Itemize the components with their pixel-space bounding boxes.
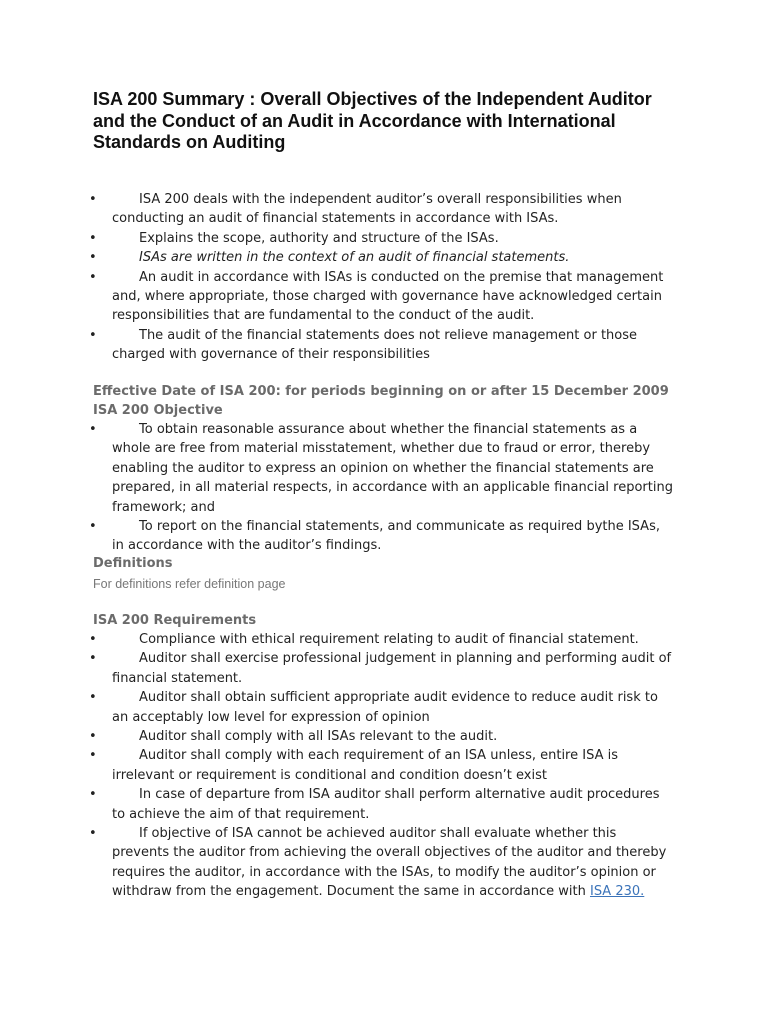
list-item-text: ISA 200 deals with the independent auditor’s overall responsibilities when conducting an audit of financial statements in accordance with ISAs. — [112, 192, 622, 227]
list-item — [0, 630, 674, 649]
list-item-text: Explains the scope, authority and structure of the ISAs. — [139, 230, 499, 246]
requirements-list — [0, 630, 674, 902]
list-item-text: If objective of ISA cannot be achieved auditor shall evaluate whether this prevents the auditor from achieving the overall objectives of the auditor and thereby requires the auditor, in accordance with the ISAs, to modify the auditor’s opinion or withdraw from the engagement. Document the same in accordance with — [112, 826, 667, 900]
list-item — [0, 649, 674, 688]
bullet: • — [89, 748, 97, 764]
bullet: • — [89, 192, 97, 207]
page-title: ISA 200 Summary : Overall Objectives of the Independent Auditor and the Conduct of an Audit in Accordance with International Standards on Auditing — [93, 89, 652, 153]
bullet: • — [89, 826, 97, 842]
list-item — [0, 746, 674, 785]
bullet: • — [89, 327, 97, 343]
list-item-text: Auditor shall comply with all ISAs relevant to the audit. — [139, 729, 498, 745]
list-item-text: In case of departure from ISA auditor shall perform alternative audit procedures to achieve the aim of that requirement. — [112, 787, 660, 822]
list-item-text: Auditor shall obtain sufficient appropriate audit evidence to reduce audit risk to an acceptably low level for expression of opinion — [112, 690, 658, 725]
list-item-text: Compliance with ethical requirement relating to audit of financial statement. — [139, 632, 639, 647]
list-item-text: To obtain reasonable assurance about whether the financial statements as a whole are free from material misstatement, whether due to fraud or error, thereby enabling the auditor to express an opinion on whether the financial statements are prepared, in all material respects, in accordance with an applicable financial reporting framework; and — [112, 422, 673, 515]
definitions-note: For definitions refer definition page — [93, 577, 286, 591]
isa-230-link[interactable]: ISA 230. — [589, 884, 645, 900]
bullet: • — [89, 651, 97, 667]
definitions-heading: Definitions — [93, 556, 173, 571]
bullet: • — [89, 250, 97, 266]
bullet: • — [89, 519, 97, 535]
list-item-text: An audit in accordance with ISAs is conducted on the premise that management and, where appropriate, those charged with governance have acknowledged certain responsibilities that are fundamental to the conduct of the audit. — [112, 269, 664, 324]
list-item-text: To report on the financial statements, and communicate as required bythe ISAs, in accordance with the auditor’s findings. — [112, 519, 660, 554]
list-item-text: ISAs are written in the context of an audit of financial statements. — [139, 250, 570, 266]
list-item-text: Auditor shall exercise professional judgement in planning and performing audit of financial statement. — [112, 651, 672, 686]
list-item — [0, 688, 674, 727]
effective-date-heading: Effective Date of ISA 200: for periods beginning on or after 15 December 2009 — [93, 384, 669, 399]
bullet: • — [89, 230, 97, 246]
list-item — [0, 420, 674, 517]
bullet: • — [89, 787, 97, 803]
list-item — [0, 824, 674, 902]
list-item-text: Auditor shall comply with each requirement of an ISA unless, entire ISA is irrelevant or requirement is conditional and condition doesn’t exist — [112, 748, 618, 783]
bullet: • — [89, 269, 97, 285]
objective-list — [0, 420, 674, 556]
requirements-heading: ISA 200 Requirements — [93, 613, 257, 628]
bullet: • — [89, 632, 97, 647]
objective-heading: ISA 200 Objective — [93, 403, 223, 418]
bullet: • — [89, 690, 97, 706]
bullet: • — [89, 422, 97, 437]
intro-list — [0, 190, 674, 365]
list-item — [0, 326, 674, 365]
list-item — [0, 785, 674, 824]
list-item-text: The audit of the financial statements does not relieve management or those charged with governance of their responsibilities — [112, 327, 638, 363]
bullet: • — [89, 729, 97, 745]
list-item — [0, 727, 674, 746]
list-item — [0, 190, 674, 229]
list-item — [0, 229, 674, 248]
list-item — [0, 268, 674, 326]
list-item — [0, 248, 674, 267]
list-item — [0, 517, 674, 556]
